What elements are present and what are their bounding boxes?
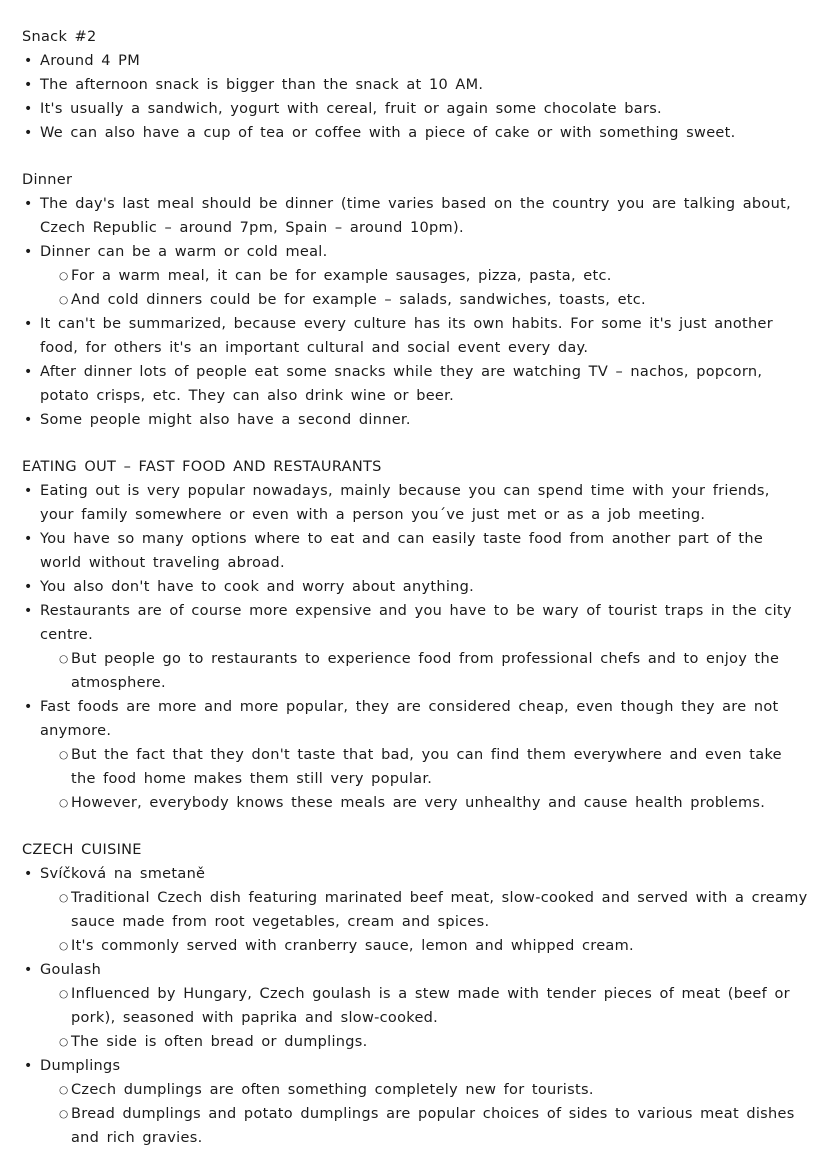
circle-bullet-icon: ○	[59, 797, 69, 809]
circle-bullet-icon: ○	[59, 940, 69, 952]
list-item	[22, 886, 808, 934]
list-item-text: Traditional Czech dish featuring marinated beef meat, slow-cooked and served with a creamy sauce made from root vegetables, cream and spices.	[71, 890, 808, 930]
list-item	[22, 527, 808, 575]
circle-bullet-icon: ○	[59, 653, 69, 665]
bullet-icon: •	[24, 1058, 33, 1074]
section-items	[22, 479, 808, 815]
list-item	[22, 97, 808, 121]
list-item-text: Svíčková na smetaně	[40, 866, 206, 882]
list-item-text: Czech dumplings are often something completely new for tourists.	[71, 1082, 594, 1098]
list-item-text: You have so many options where to eat and can easily taste food from another part of the world without traveling abroad.	[40, 531, 764, 571]
list-item-text: You also don't have to cook and worry about anything.	[40, 579, 475, 595]
list-item-text: Fast foods are more and more popular, they are considered cheap, even though they are not anymore.	[40, 699, 779, 739]
list-item-text: Goulash	[40, 962, 102, 978]
list-item-text: However, everybody knows these meals are very unhealthy and cause health problems.	[71, 795, 766, 811]
list-item	[22, 121, 808, 145]
bullet-icon: •	[24, 531, 33, 547]
list-item	[22, 1078, 808, 1102]
section-heading: Dinner	[22, 172, 73, 188]
section-items	[22, 49, 808, 145]
circle-bullet-icon: ○	[59, 1108, 69, 1120]
list-item-text: And cold dinners could be for example – salads, sandwiches, toasts, etc.	[71, 292, 646, 308]
list-item-text: Bread dumplings and potato dumplings are popular choices of sides to various meat dishes and rich gravies.	[71, 1106, 795, 1146]
list-item-text: For a warm meal, it can be for example sausages, pizza, pasta, etc.	[71, 268, 612, 284]
list-item	[22, 479, 808, 527]
list-item	[22, 288, 808, 312]
list-item	[22, 312, 808, 360]
document-section	[22, 455, 808, 815]
list-item-text: Influenced by Hungary, Czech goulash is a stew made with tender pieces of meat (beef or pork), seasoned with paprika and slow-cooked.	[71, 986, 790, 1026]
list-item-text: The afternoon snack is bigger than the snack at 10 AM.	[40, 77, 484, 93]
bullet-icon: •	[24, 364, 33, 380]
list-item-text: But people go to restaurants to experience food from professional chefs and to enjoy the atmosphere.	[71, 651, 780, 691]
list-item-text: We can also have a cup of tea or coffee with a piece of cake or with something sweet.	[40, 125, 736, 141]
bullet-icon: •	[24, 962, 33, 978]
bullet-icon: •	[24, 699, 33, 715]
list-item	[22, 49, 808, 73]
bullet-icon: •	[24, 101, 33, 117]
list-item	[22, 240, 808, 264]
circle-bullet-icon: ○	[59, 1036, 69, 1048]
circle-bullet-icon: ○	[59, 294, 69, 306]
list-item	[22, 934, 808, 958]
list-item-text: Eating out is very popular nowadays, mainly because you can spend time with your friends, your family somewhere or even with a person you´ve just met or as a job meeting.	[40, 483, 770, 523]
list-item	[22, 1054, 808, 1078]
document-section	[22, 838, 808, 1150]
list-item	[22, 791, 808, 815]
list-item	[22, 647, 808, 695]
list-item	[22, 743, 808, 791]
list-item-text: It can't be summarized, because every culture has its own habits. For some it's just another food, for others it's an important cultural and social event every day.	[40, 316, 774, 356]
bullet-icon: •	[24, 412, 33, 428]
list-item	[22, 1102, 808, 1150]
list-item-text: Dinner can be a warm or cold meal.	[40, 244, 328, 260]
section-heading: CZECH CUISINE	[22, 842, 142, 858]
list-item	[22, 192, 808, 240]
circle-bullet-icon: ○	[59, 892, 69, 904]
bullet-icon: •	[24, 603, 33, 619]
list-item	[22, 982, 808, 1030]
list-item-text: But the fact that they don't taste that bad, you can find them everywhere and even take the food home makes them still very popular.	[71, 747, 782, 787]
list-item	[22, 862, 808, 886]
list-item	[22, 575, 808, 599]
bullet-icon: •	[24, 244, 33, 260]
bullet-icon: •	[24, 483, 33, 499]
section-items	[22, 192, 808, 432]
section-heading: EATING OUT – FAST FOOD AND RESTAURANTS	[22, 459, 382, 475]
section-items	[22, 862, 808, 1150]
circle-bullet-icon: ○	[59, 749, 69, 761]
list-item	[22, 1030, 808, 1054]
list-item-text: Restaurants are of course more expensive and you have to be wary of tourist traps in the city centre.	[40, 603, 792, 643]
bullet-icon: •	[24, 866, 33, 882]
circle-bullet-icon: ○	[59, 988, 69, 1000]
document-body	[22, 25, 808, 1150]
list-item-text: The day's last meal should be dinner (time varies based on the country you are talking about, Czech Republic – around 7pm, Spain – around 10pm).	[40, 196, 791, 236]
bullet-icon: •	[24, 579, 33, 595]
list-item-text: Some people might also have a second dinner.	[40, 412, 411, 428]
bullet-icon: •	[24, 196, 33, 212]
section-heading: Snack #2	[22, 29, 97, 45]
list-item	[22, 958, 808, 982]
list-item	[22, 599, 808, 647]
list-item-text: After dinner lots of people eat some snacks while they are watching TV – nachos, popcorn, potato crisps, etc. They can also drink wine or beer.	[40, 364, 763, 404]
circle-bullet-icon: ○	[59, 1084, 69, 1096]
list-item	[22, 360, 808, 408]
bullet-icon: •	[24, 77, 33, 93]
list-item-text: It's commonly served with cranberry sauce, lemon and whipped cream.	[71, 938, 634, 954]
bullet-icon: •	[24, 53, 33, 69]
list-item-text: It's usually a sandwich, yogurt with cereal, fruit or again some chocolate bars.	[40, 101, 662, 117]
list-item	[22, 695, 808, 743]
bullet-icon: •	[24, 316, 33, 332]
bullet-icon: •	[24, 125, 33, 141]
list-item-text: Dumplings	[40, 1058, 121, 1074]
list-item	[22, 73, 808, 97]
document-section	[22, 168, 808, 432]
document-section	[22, 25, 808, 145]
list-item	[22, 264, 808, 288]
list-item	[22, 408, 808, 432]
circle-bullet-icon: ○	[59, 270, 69, 282]
list-item-text: The side is often bread or dumplings.	[71, 1034, 368, 1050]
list-item-text: Around 4 PM	[40, 53, 141, 69]
